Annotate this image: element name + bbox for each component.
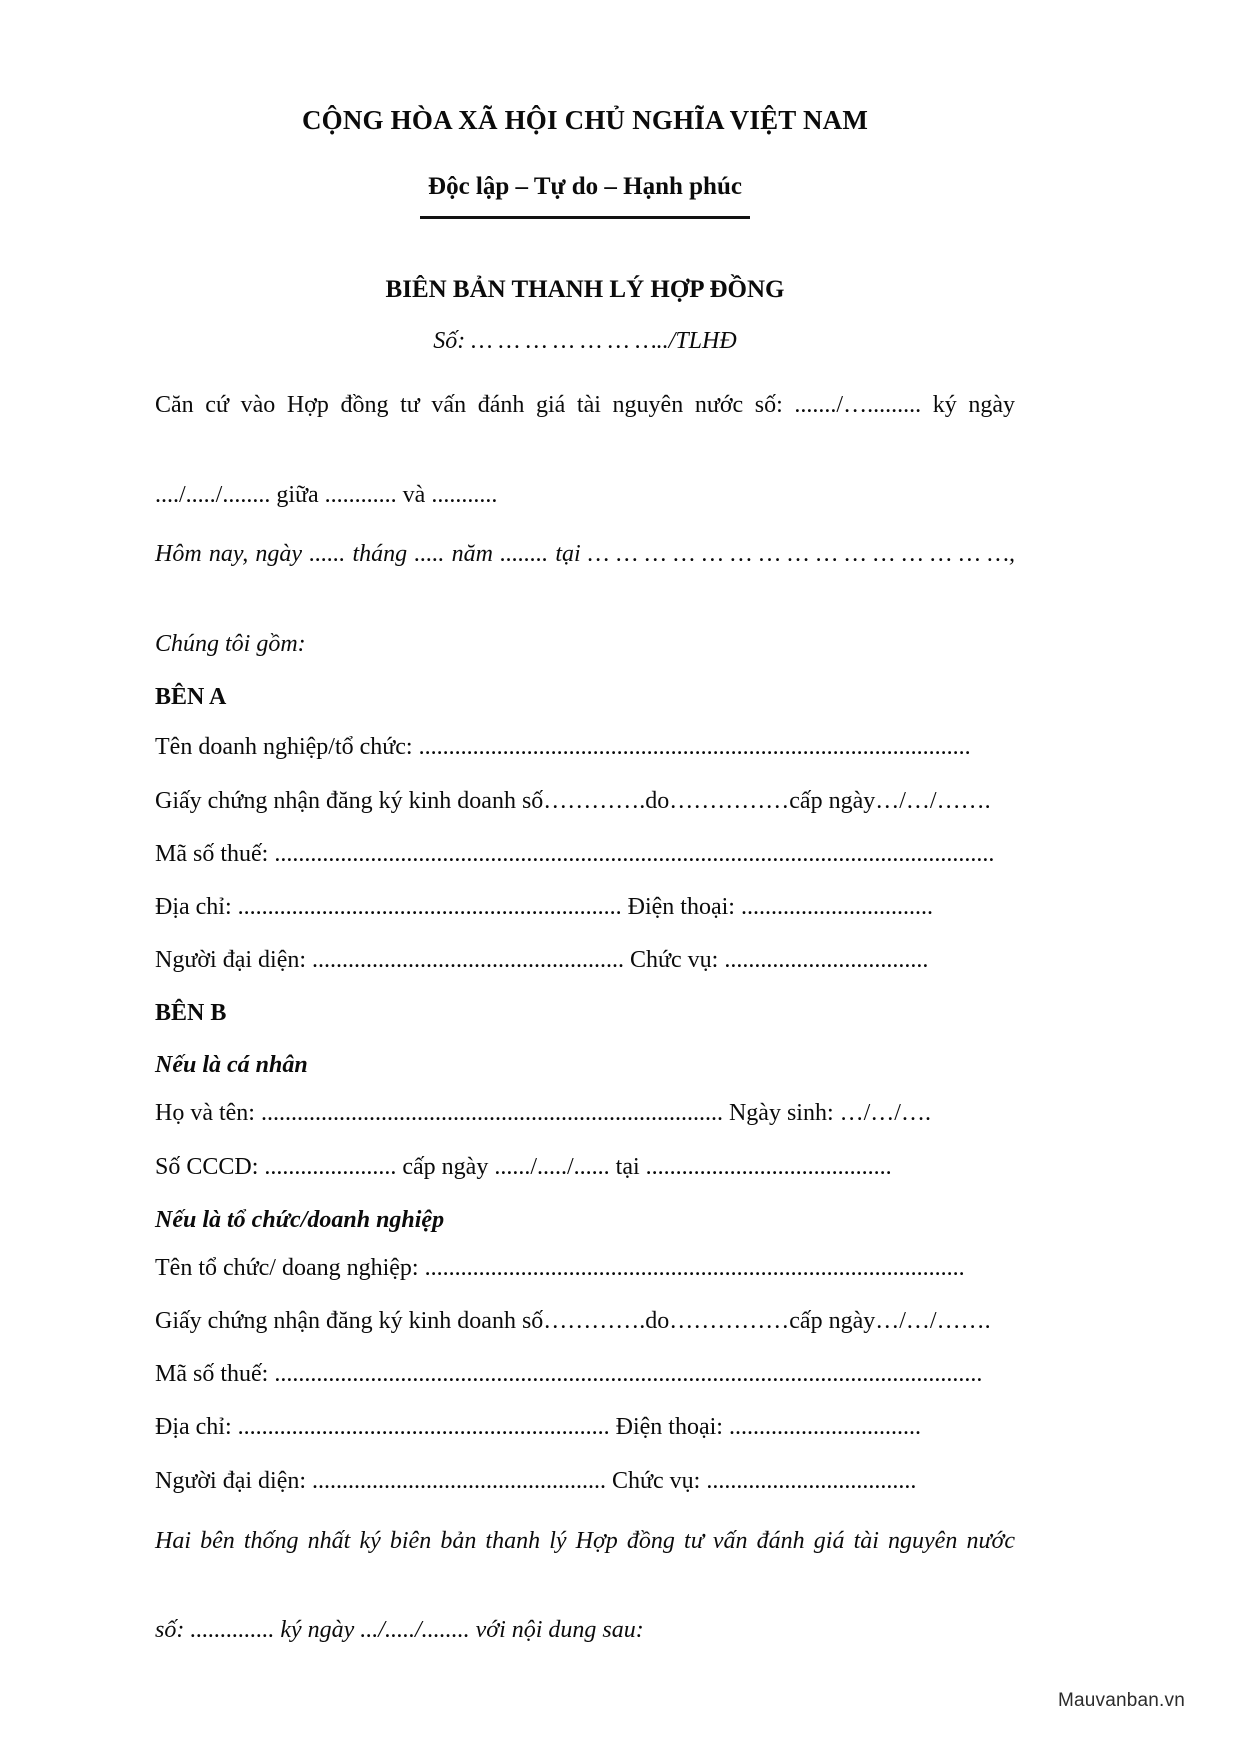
party-b-organization-subheading: Nếu là tổ chức/doanh nghiệp [155,1206,445,1233]
party-b-tax-code-field[interactable]: Mã số thuế: ...................................................................................................................... [155,1361,983,1388]
national-title: CỘNG HÒA XÃ HỘI CHỦ NGHĨA VIỆT NAM [301,105,869,135]
spacer [155,527,1015,535]
party-a-heading: BÊN A [155,684,227,711]
party-a-address-phone-field[interactable]: Địa chỉ: ................................................................ Điện thoại: ................................ [155,894,933,920]
document-title: BIÊN BẢN THANH LÝ HỢP ĐỒNG [385,276,785,304]
party-b-address-phone-field[interactable]: Địa chỉ: .............................................................. Điện thoại: ................................ [155,1414,921,1441]
party-b-business-license-field[interactable]: Giấy chứng nhận đăng ký kinh doanh số………….do……………cấp ngày…/…/……. [155,1307,991,1334]
contract-basis-line-2: ..../...../........ giữa ............ và ........... [155,481,498,508]
party-b-organization-name-field[interactable]: Tên tổ chức/ doang nghiệp: .......................................................................................... [155,1254,965,1281]
party-a-tax-code-field[interactable]: Mã số thuế: ........................................................................................................................ [155,840,995,867]
national-motto: Độc lập – Tự do – Hạnh phúc [428,173,742,201]
meeting-date-line: Hôm nay, ngày ...... tháng ..... năm ........ tại … … … … … … … … … … … … … … …, [155,540,1015,567]
party-a-business-license-field[interactable]: Giấy chứng nhận đăng ký kinh doanh số………….do……………cấp ngày…/…/……. [155,787,991,814]
closing-line-1: Hai bên thống nhất ký biên bản thanh lý Hợp đồng tư vấn đánh giá tài nguyên nước [155,1527,1015,1554]
party-a-company-name-field[interactable]: Tên doanh nghiệp/tổ chức: ............................................................................................ [155,734,971,761]
contract-basis-line-1: Căn cứ vào Hợp đồng tư vấn đánh giá tài nguyên nước số: ......./…......... ký ngày [155,392,1015,419]
party-b-fullname-birthdate-field[interactable]: Họ và tên: ............................................................................. Ngày sinh: …/…/…. [155,1100,931,1127]
party-b-representative-field[interactable]: Người đại diện: ................................................. Chức vụ: ................................... [155,1467,917,1494]
closing-line-2: số: .............. ký ngày .../...../........ với nội dung sau: [155,1617,644,1644]
motto-divider [420,216,750,219]
document-content [155,104,1015,1650]
party-a-representative-field[interactable]: Người đại diện: .................................................... Chức vụ: .................................. [155,947,929,974]
closing-statement [155,1522,1015,1651]
party-b-id-card-field[interactable]: Số CCCD: ...................... cấp ngày ....../...../...... tại ......................................... [155,1153,892,1180]
party-b-heading: BÊN B [155,1000,227,1027]
party-b-individual-subheading: Nếu là cá nhân [155,1052,308,1079]
site-watermark: Mauvanban.vn [1057,1690,1185,1711]
document-number: Số: … … … … … … …../TLHĐ [433,328,737,355]
participants-intro-line: Chúng tôi gồm: [155,630,306,657]
